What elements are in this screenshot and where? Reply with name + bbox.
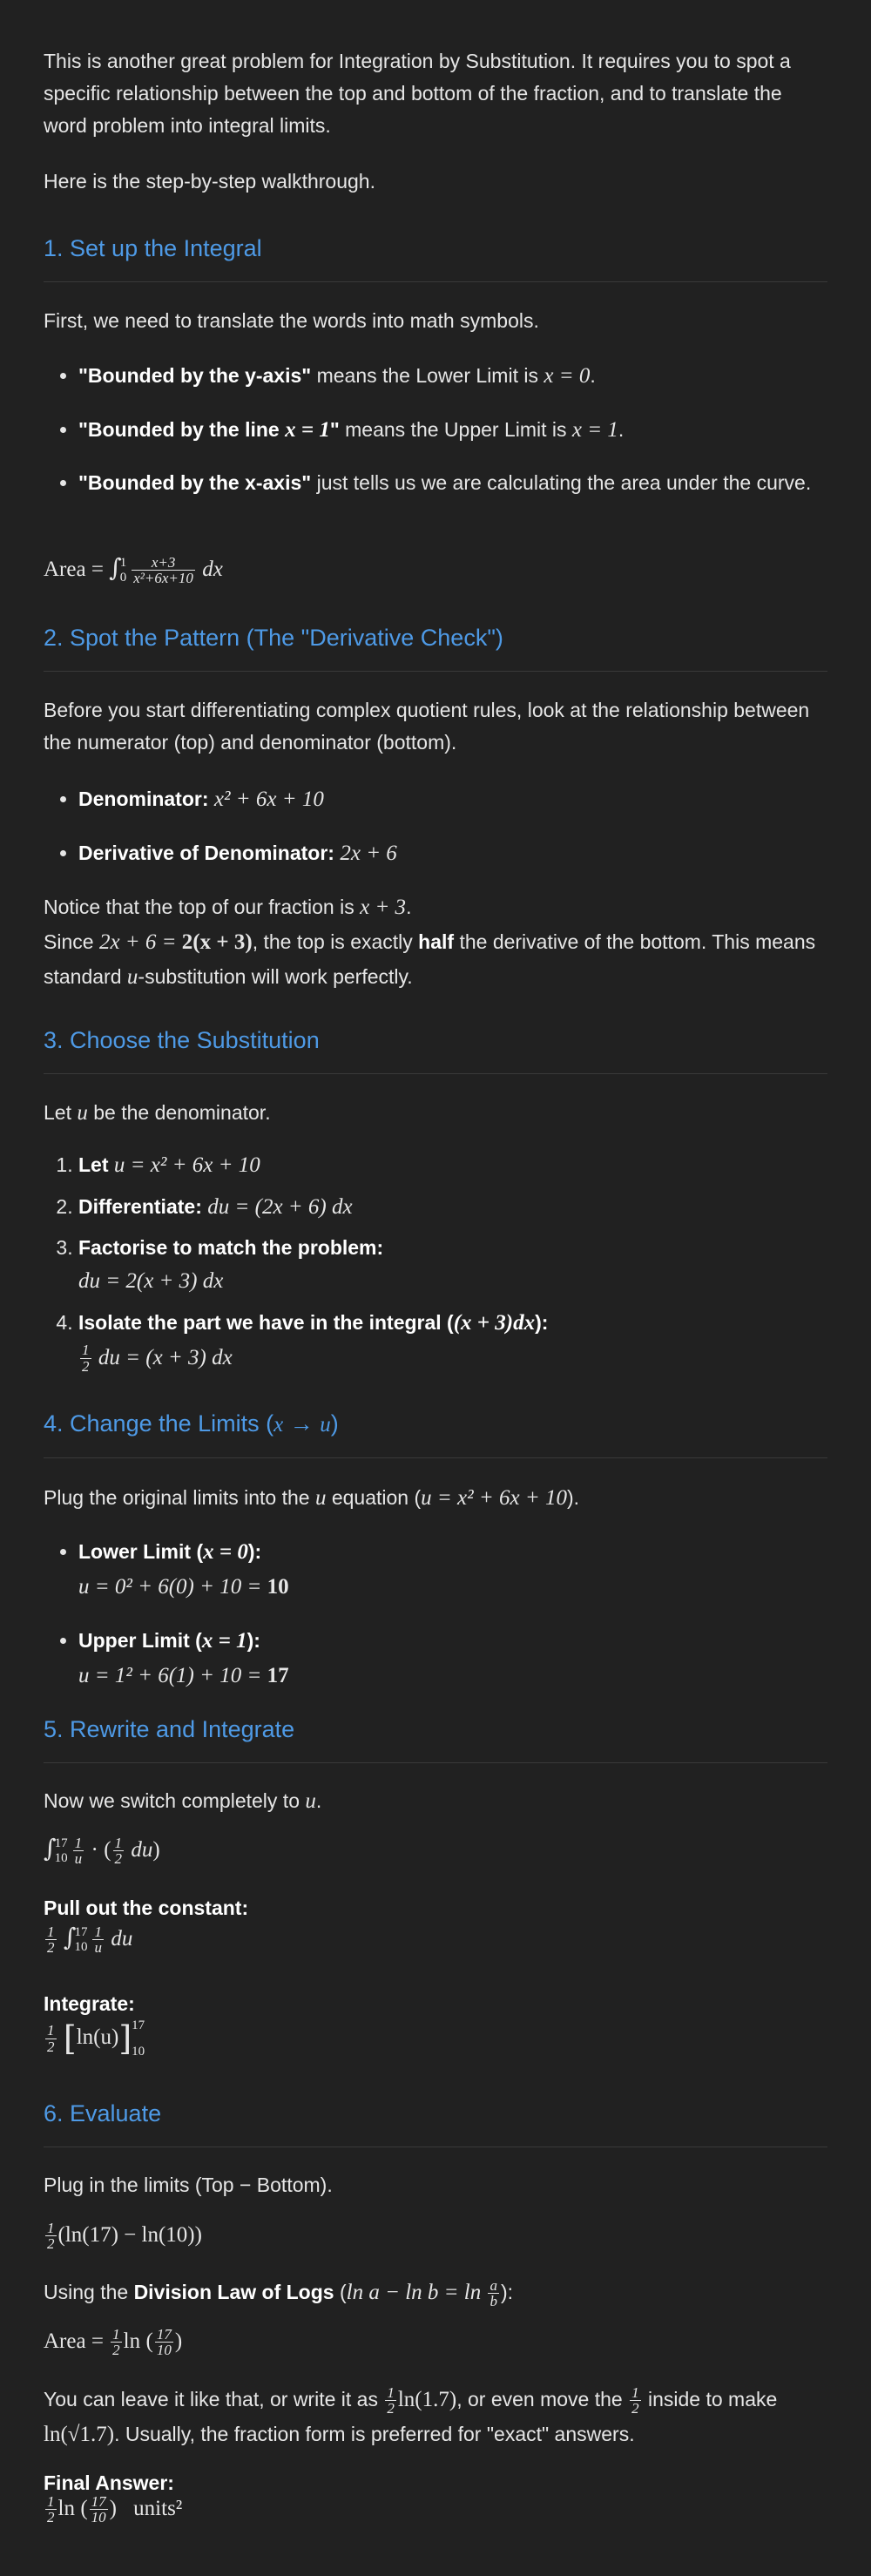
divider (44, 1762, 827, 1763)
final-answer: $\frac{1}{2}$ ln ( $\frac{17}{10}$ ) units² (47, 2492, 183, 2526)
section-3-intro: Let u be the denominator. (44, 1101, 271, 1125)
list-item: • Derivative of Denominator: 2x + 6 (78, 836, 827, 871)
divider (44, 1073, 827, 1074)
section-1-bullets (44, 359, 827, 499)
area-integral: Area = ∫ 1 0 $\frac{x+3}{\text{x²+6x+10}}$ dx (44, 553, 223, 587)
integral-in-u: ∫ 17 10 $\frac{1}{u}$ · ( $\frac{1}{2}$ du) (44, 1834, 160, 1868)
divider (44, 281, 827, 282)
area-result: Area = $\frac{1}{2}$ ln ( $\frac{17}{10}$ ) (44, 2325, 183, 2359)
division-law: Using the Division Law of Logs (ln a − ln b = ln $\frac{a}{b}$ ): (44, 2276, 514, 2310)
section-4-bullets (44, 1535, 827, 1694)
section-3-steps (44, 1148, 827, 1376)
list-item: 1. Let u = x² + 6x + 10 (78, 1148, 827, 1183)
list-item: 4. Isolate the part we have in the integral ((x + 3)dx): $\frac{1}{2}$ du = (x + 3) dx (78, 1306, 827, 1376)
intro-paragraph: This is another great problem for Integration by Substitution. It requires you to spot a specific relationship between the top and bottom of the fraction, and to translate the word problem into integral limits. (44, 50, 791, 137)
list-item: • Denominator: x² + 6x + 10 (78, 782, 827, 817)
list-item: 2. Differentiate: du = (2x + 6) dx (78, 1190, 827, 1225)
pulled-integral: $\frac{1}{2}$ ∫ 17 10 $\frac{1}{u}$ du (47, 1923, 133, 1957)
section-1-intro: First, we need to translate the words into math symbols. (44, 309, 539, 332)
list-item: 3. Factorise to match the problem: du = 2(x + 3) dx (78, 1232, 827, 1299)
list-item: • Lower Limit (x = 0): u = 0² + 6(0) + 10 = 10 (78, 1535, 827, 1605)
section-3-heading: 3. Choose the Substitution (44, 1025, 827, 1074)
section-2-intro: Before you start differentiating complex quotient rules, look at the relationship between the numerator (top) and denominator (bottom). (44, 699, 810, 754)
integral-sign: ∫ (109, 553, 122, 582)
integrated-expression: $\frac{1}{2}$ [ln(u)] 17 10 (47, 2018, 145, 2059)
alternative-forms: You can leave it like that, or write it as $\frac{1}{2}$ ln(1.7), or even move the $\frac{1}{2}$ inside to make ln(√1.7). Usually, the fraction form is preferred for "exact" answers. (44, 2383, 778, 2446)
divider (44, 1457, 827, 1458)
list-item: • Upper Limit (x = 1): u = 1² + 6(1) + 10 = 17 (78, 1624, 827, 1694)
section-2-bullets (44, 782, 827, 871)
section-2-heading: 2. Spot the Pattern (The "Derivative Check") (44, 623, 827, 672)
section-6-heading: 6. Evaluate (44, 2099, 827, 2147)
list-item: • "Bounded by the line x = 1" means the Upper Limit is x = 1. (78, 413, 827, 448)
list-item: • "Bounded by the y-axis" means the Lower Limit is x = 0. (78, 359, 827, 394)
section-4-title: 4. Change the Limits (x → u) (44, 1410, 339, 1437)
intro-walkthrough: Here is the step-by-step walkthrough. (44, 170, 375, 193)
section-4-intro: Plug the original limits into the u equation (u = x² + 6x + 10). (44, 1486, 580, 1510)
divider (44, 671, 827, 672)
section-6-intro: Plug in the limits (Top − Bottom). (44, 2174, 333, 2196)
evaluated-expression: $\frac{1}{2}$ (ln(17) − ln(10)) (47, 2219, 202, 2253)
section-5-heading: 5. Rewrite and Integrate (44, 1714, 827, 1763)
section-4-heading (44, 1409, 827, 1458)
integrate-label: Integrate: (44, 1992, 135, 2015)
list-item: • "Bounded by the x-axis" just tells us we are calculating the area under the curve. (78, 467, 827, 499)
section-2-notice: Notice that the top of our fraction is x + 3. Since 2x + 6 = 2(x + 3), the top is exactly half the derivative of the bottom. This means standard u-substitution will work perfectly. (44, 896, 816, 989)
section-5-intro: Now we switch completely to u. (44, 1789, 322, 1813)
section-1-heading: 1. Set up the Integral (44, 233, 827, 282)
pull-out-label: Pull out the constant: (44, 1897, 249, 1919)
final-answer-label: Final Answer: (44, 2471, 174, 2494)
